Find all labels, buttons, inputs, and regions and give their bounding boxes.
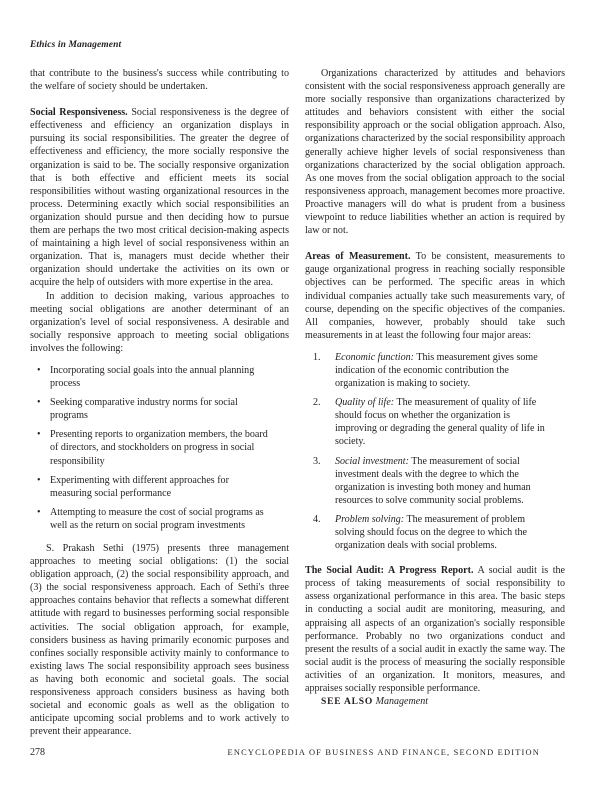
section-heading-social-responsiveness: Social Responsiveness. — [30, 107, 128, 119]
approaches-paragraph: In addition to decision making, various approaches to meeting social obligations are another determinant of an organization's level of social responsiveness. A desirable and socially responsive approach to meeting social obligations involves the following: — [30, 290, 289, 354]
page-number: 278 — [30, 747, 45, 758]
list-item-term: Economic function: — [335, 351, 414, 363]
sethi-paragraph: S. Prakash Sethi (1975) presents three management approaches to meeting social obligations: (1) the social obligation approach, (2) the social responsibility approach, and (3) the social responsiveness approach. Each of Sethi's three approaches contains behavior that reflects a somewhat different attitude with regard to businesses performing social responsible activities. The social obligation approach, for example, considers business as having primarily economic purposes and confines socially responsible activity mainly to conformance to existing laws The social responsibility approach sees business as having both economic and societal goals. The social responsiveness approach considers business as having both societal and economic goals as well as the obligation to anticipate upcoming social problems and to work actively to prevent their appearance. — [30, 543, 289, 738]
section-heading-social-audit: The Social Audit: A Progress Report. — [305, 565, 474, 577]
list-item: • Seeking comparative industry norms for social programs — [30, 396, 289, 422]
see-also — [305, 695, 565, 709]
characterized-paragraph: Organizations characterized by attitudes and behaviors consistent with the social responsiveness approach generally are more socially responsive than organizations characterized by attitudes and behaviors consistent with either the social responsibility approach or the social obligation approach. Also, organizations characterized by the social responsibility approach generally achieve higher levels of social responsiveness than organizations characterized by the social obligation approach. As one moves from the social obligation approach to the social responsiveness approach, management becomes more proactive. Proactive managers will do what is prudent from a business viewpoint to reduce liabilities whether an action is required by law or not. — [305, 68, 565, 237]
left-column — [30, 67, 289, 738]
see-also-reference-link[interactable]: Management — [375, 696, 429, 708]
areas-of-measurement-paragraph — [305, 250, 565, 342]
list-item-term: Problem solving: — [335, 513, 405, 525]
approach-bullet-list — [30, 364, 289, 532]
right-column — [305, 67, 565, 709]
list-item — [305, 513, 565, 552]
list-item — [305, 455, 565, 507]
list-item-term: Quality of life: — [335, 397, 395, 409]
list-item-number: 4. — [313, 513, 321, 525]
list-item-text: The measurement of quality of life should focus on whether the organization is improving or degrading the general quality of life in society. — [335, 397, 545, 448]
list-item: • Experimenting with different approaches for measuring social performance — [30, 474, 289, 500]
list-item — [305, 351, 565, 390]
areas-of-measurement-text: To be consistent, measurements to gauge organizational progress in reaching socially responsible objectives can be performed. The specific areas in which individual companies actually take such measurements vary, of course, depending on the specific objectives of the companies. All companies, however, probably should take such measurements in at least the following four major areas: — [305, 251, 565, 341]
list-item: • Incorporating social goals into the annual planning process — [30, 364, 289, 390]
list-item — [305, 396, 565, 448]
social-responsiveness-text: Social responsiveness is the degree of effectiveness and efficiency an organization displays in pursuing its social responsibilities. The greater the degree of effectiveness and efficiency, the more socially responsive the organization is said to be. The socially responsive organization that is both effective and efficient meets its social responsibilities without wasting organizational resources in the process. Determining exactly which social responsibilities an organization should pursue and then deciding how to pursue them are perhaps the two most critical decision-making aspects of maintaining a high level of social responsiveness within an organization. That is, managers must decide whether their organization should undertake the activities on its own or acquire the help of outsiders with more expertise in the area. — [30, 107, 290, 289]
intro-paragraph: that contribute to the business's success while contributing to the welfare of society should be undertaken. — [30, 68, 289, 93]
section-heading-areas-of-measurement: Areas of Measurement. — [305, 251, 411, 263]
list-item-number: 3. — [313, 455, 321, 467]
list-item: • Presenting reports to organization members, the board of directors, and stockholders on progress in social responsibility — [30, 428, 289, 467]
list-item-text: The measurement of problem solving should focus on the degree to which the organization deals with social problems. — [335, 513, 527, 552]
social-responsiveness-paragraph — [30, 106, 289, 289]
list-item-text: The measurement of social investment deals with the degree to which the organization is investing both money and human resources to solve community social problems. — [335, 455, 531, 506]
social-audit-paragraph — [305, 564, 565, 695]
list-item: • Attempting to measure the cost of social programs as well as the return on social program investments — [30, 506, 289, 532]
measurement-areas-list — [305, 351, 565, 552]
social-audit-text: A social audit is the process of taking measurements of social responsibility to assess organizational performance in this area. The basic steps in conducting a social audit are monitoring, measuring, and appraising all aspects of an organization's socially responsible performance. Probably no two organizations conduct and present the results of a social audit in exactly the same way. The social audit is the process of measuring the socially responsible activities of an organization. It monitors, measures, and appraises socially responsible performance. — [305, 565, 565, 695]
list-item-term: Social investment: — [335, 455, 409, 467]
running-head: Ethics in Management — [30, 40, 122, 50]
list-item-text: This measurement gives some indication of the economic contribution the organization is making to society. — [335, 351, 538, 390]
publication-title: ENCYCLOPEDIA OF BUSINESS AND FINANCE, SECOND EDITION — [227, 748, 540, 757]
see-also-label: SEE ALSO — [321, 697, 374, 708]
list-item-number: 1. — [313, 351, 321, 363]
list-item-number: 2. — [313, 397, 321, 409]
